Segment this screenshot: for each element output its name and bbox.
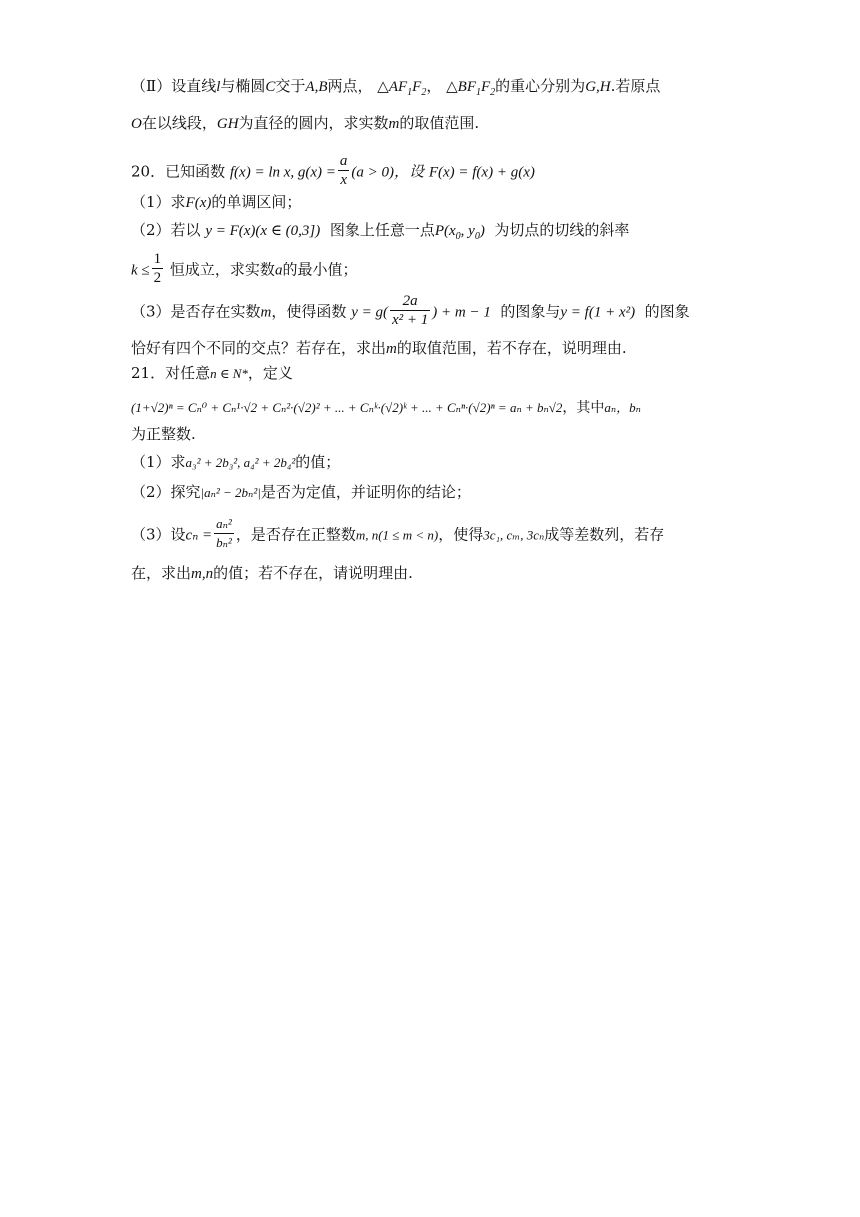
tri2-text: △BF — [446, 79, 476, 95]
math-y-F: y = F(x)(x ∈ (0,3]) — [205, 223, 321, 239]
text: 是否为定值，并证明你的结论； — [260, 483, 471, 501]
text: 图象上任意一点 — [329, 221, 435, 239]
q21-stem — [131, 363, 742, 384]
math-binomial-expansion: (1+√2)ⁿ = Cₙ⁰ + Cₙ¹·√2 + Cₙ²·(√2)² + ... + Cₙᵏ·(√2)ᵏ + ... + Cₙⁿ·(√2)ⁿ = aₙ + bₙ√2 — [131, 400, 563, 415]
math-seq: 3c₁, cₘ, 3cₙ — [483, 527, 545, 543]
text: 为正整数. — [131, 425, 196, 443]
text: 的图象 — [644, 302, 690, 321]
text: 的重心分别为 — [495, 77, 586, 95]
text: 交于 — [275, 77, 306, 95]
frac-den: x — [340, 172, 347, 188]
q20-part2-line2 — [131, 252, 742, 289]
math-a: a — [274, 262, 283, 279]
math-after: ) + m − 1 — [432, 304, 491, 321]
math-O: O — [131, 116, 142, 132]
text: 在以线段， — [141, 114, 217, 132]
text: （1）求 — [131, 193, 186, 211]
math-expr: a₃² + 2b₃², a₄² + 2b₄² — [185, 455, 296, 470]
q20-number: 20．已知函数 — [131, 162, 226, 181]
text: （2）探究 — [131, 483, 201, 501]
math-m: m — [388, 116, 400, 132]
text: 与椭圆 — [220, 77, 266, 95]
math-mn: m,n — [191, 566, 214, 582]
q21-part3-line2 — [131, 563, 742, 584]
frac-den: bₙ² — [216, 535, 232, 550]
point-text: P(x — [434, 223, 456, 239]
text: 恰好有四个不同的交点？若存在，求出 — [131, 339, 387, 357]
text: 为直径的圆内，求实数 — [238, 114, 389, 132]
math-m: m — [260, 304, 272, 321]
frac-2a-over-x2p1 — [390, 292, 430, 329]
math-k: k ≤ — [131, 262, 150, 279]
q20-frac-a-over-x — [338, 152, 350, 189]
math-an-bn: aₙ，bₙ — [604, 400, 641, 415]
text: （3）是否存在实数 — [131, 302, 261, 321]
q20-cond: (a > 0)，设 — [351, 164, 425, 181]
frac-num: 2a — [390, 292, 430, 311]
q20-part1 — [131, 192, 742, 213]
text: 的值；若不存在，请说明理由. — [213, 564, 413, 582]
text: 的值； — [295, 453, 341, 471]
text: 的单调区间； — [211, 193, 302, 211]
q20-F-def: F(x) = f(x) + g(x) — [428, 164, 535, 181]
text: （1）求 — [131, 453, 186, 471]
text: ，定义 — [247, 364, 293, 382]
text: 的最小值； — [282, 260, 358, 279]
math-F: F(x) — [185, 195, 212, 211]
q20-defs: f(x) = ln x, g(x) = — [229, 164, 336, 181]
text: ，使得函数 — [271, 302, 347, 321]
frac-num: aₙ² — [214, 515, 234, 534]
q21-part2 — [131, 482, 742, 503]
text: 的取值范围. — [399, 114, 480, 132]
text: 的取值范围，若不存在，说明理由. — [396, 339, 627, 357]
math-GH: G,H — [585, 79, 611, 95]
math-l: l — [216, 79, 221, 95]
frac-an2-over-bn2 — [214, 515, 234, 552]
frac-den: 2 — [153, 270, 162, 286]
math-n-in-N: n ∈ N* — [210, 366, 248, 381]
triangle-BF1F2: $\triangle BF_1F_2$ — [446, 79, 496, 98]
q21-number: 21．对任意 — [131, 364, 211, 382]
text: （3）设 — [131, 525, 186, 544]
q20-part3-line2 — [131, 338, 742, 359]
math-AB: A,B — [305, 79, 328, 95]
triangle-AF1F2: $\triangle AF_1F_2$ — [377, 79, 427, 98]
math-abs-expr: |aₙ² − 2bₙ²| — [200, 485, 261, 500]
frac-num: a — [339, 153, 348, 169]
text: ，使得 — [438, 525, 484, 544]
text: 在，求出 — [131, 564, 192, 582]
math-P: $P(x_0$, $y_0$) — [434, 223, 485, 242]
frac-one-half — [152, 250, 164, 287]
q21-part3-line1 — [131, 517, 742, 554]
text: ，是否存在正整数 — [235, 525, 356, 544]
q19-part2-line1: （Ⅱ）设直线l与椭圆C交于A,B两点， $\triangle AF_1F_2$， $\triangle BF_1F_2$的重心分别为G,H.若原点 — [131, 77, 661, 98]
text: 成等差数列，若存 — [544, 525, 665, 544]
text: ，其中 — [562, 400, 605, 416]
q19-part2-lead: （Ⅱ）设直线 — [131, 77, 217, 95]
q21-part1 — [131, 452, 742, 473]
q20-part3-line1 — [131, 294, 742, 331]
tri1-text: △AF — [377, 79, 408, 95]
math-mn: m, n(1 ≤ m < n) — [355, 527, 439, 543]
math-m: m — [386, 341, 397, 357]
text: .若原点 — [610, 77, 661, 95]
math-C: C — [265, 79, 276, 95]
frac-num: 1 — [153, 251, 162, 267]
q21-positive — [131, 424, 742, 444]
text: 恒成立，求实数 — [169, 260, 275, 279]
text: （2）若以 — [131, 221, 201, 239]
frac-den: x² + 1 — [391, 312, 429, 328]
text: 为切点的切线的斜率 — [494, 221, 630, 239]
q21-expansion-line — [131, 398, 742, 418]
q19-part2-line2 — [131, 113, 742, 134]
text: 两点， — [327, 77, 373, 95]
math-cn: cₙ = — [185, 527, 213, 544]
text: 的图象与 — [500, 302, 561, 321]
math-GH: GH — [216, 116, 239, 132]
q20-stem — [131, 154, 742, 191]
q20-part2-line1 — [131, 220, 742, 241]
math-y-g: y = g( — [351, 304, 388, 321]
math-y-f: y = f(1 + x²) — [560, 304, 636, 321]
